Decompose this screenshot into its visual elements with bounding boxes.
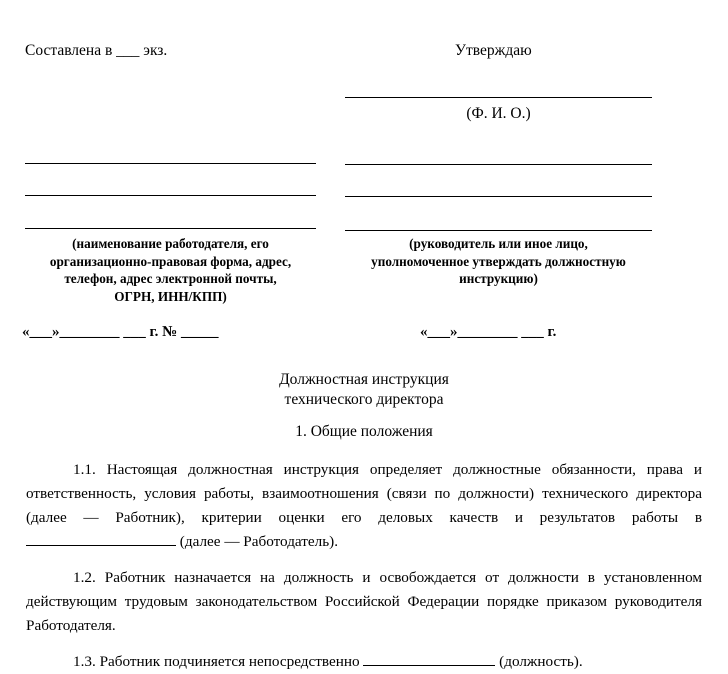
approval-label: Утверждаю <box>455 42 532 59</box>
employer-rule-2 <box>25 195 316 196</box>
clause-1-3-text-b: (должность). <box>495 653 583 670</box>
clause-1-1-text-a: Настоящая должностная инструкция определяет должностные обязанности, права и ответственность, условия работы, взаимоотношения (связи по должности) технического директора (далее — Работник), критерии оценки его деловых качеств и результатов работы в <box>26 461 703 526</box>
clause-1-3-number: 1.3. <box>73 653 100 670</box>
approver-rule-3 <box>345 230 652 231</box>
fio-caption: (Ф. И. О.) <box>466 105 531 122</box>
body-zone <box>26 458 702 674</box>
approver-rule-2 <box>345 196 652 197</box>
copies-note: Составлена в ___ экз. <box>25 42 168 59</box>
clause-1-3 <box>26 650 702 674</box>
clause-1-2-number: 1.2. <box>73 569 105 586</box>
clause-1-1 <box>26 458 702 554</box>
signature-rule-fio <box>345 97 652 98</box>
employer-rule-1 <box>25 163 316 164</box>
date-line-right: «___»________ ___ г. <box>420 324 557 340</box>
approver-caption-line-3: инструкцию) <box>459 271 538 286</box>
approver-caption-line-1: (руководитель или иное лицо, <box>409 236 588 251</box>
approver-rule-1 <box>345 164 652 165</box>
employer-caption-line-4: ОГРН, ИНН/КПП) <box>114 288 227 304</box>
page-title-line-2: технического директора <box>284 391 444 408</box>
clause-1-2-text: Работник назначается на должность и освобождается от должности в установленном действующим трудовым законодательством Российской Федерации порядке приказом руководителя Работодателя. <box>26 569 703 634</box>
clause-1-1-text-b: (далее — Работодатель). <box>176 533 339 550</box>
section-heading-general-provisions: 1. Общие положения <box>295 423 433 440</box>
employer-caption <box>25 235 316 305</box>
employer-caption-line-2: организационно-правовая форма, адрес, <box>49 253 292 269</box>
approver-caption-line-2: уполномоченное утверждать должностную <box>371 253 626 269</box>
clause-1-3-text-a: Работник подчиняется непосредственно <box>99 653 364 670</box>
employer-rule-3 <box>25 228 316 229</box>
employer-caption-line-1: (наименование работодателя, его <box>72 236 269 251</box>
employer-caption-line-3: телефон, адрес электронной почты, <box>64 271 277 286</box>
date-number-line-left: «___»________ ___ г. № _____ <box>22 324 219 340</box>
approver-caption <box>345 235 652 288</box>
clause-1-2 <box>26 566 702 638</box>
page-title-line-1: Должностная инструкция <box>279 371 449 388</box>
clause-1-1-number: 1.1. <box>73 461 107 478</box>
clause-1-1-employer-blank[interactable] <box>26 545 176 546</box>
clause-1-3-position-blank[interactable] <box>363 665 495 666</box>
page-title <box>0 370 728 410</box>
